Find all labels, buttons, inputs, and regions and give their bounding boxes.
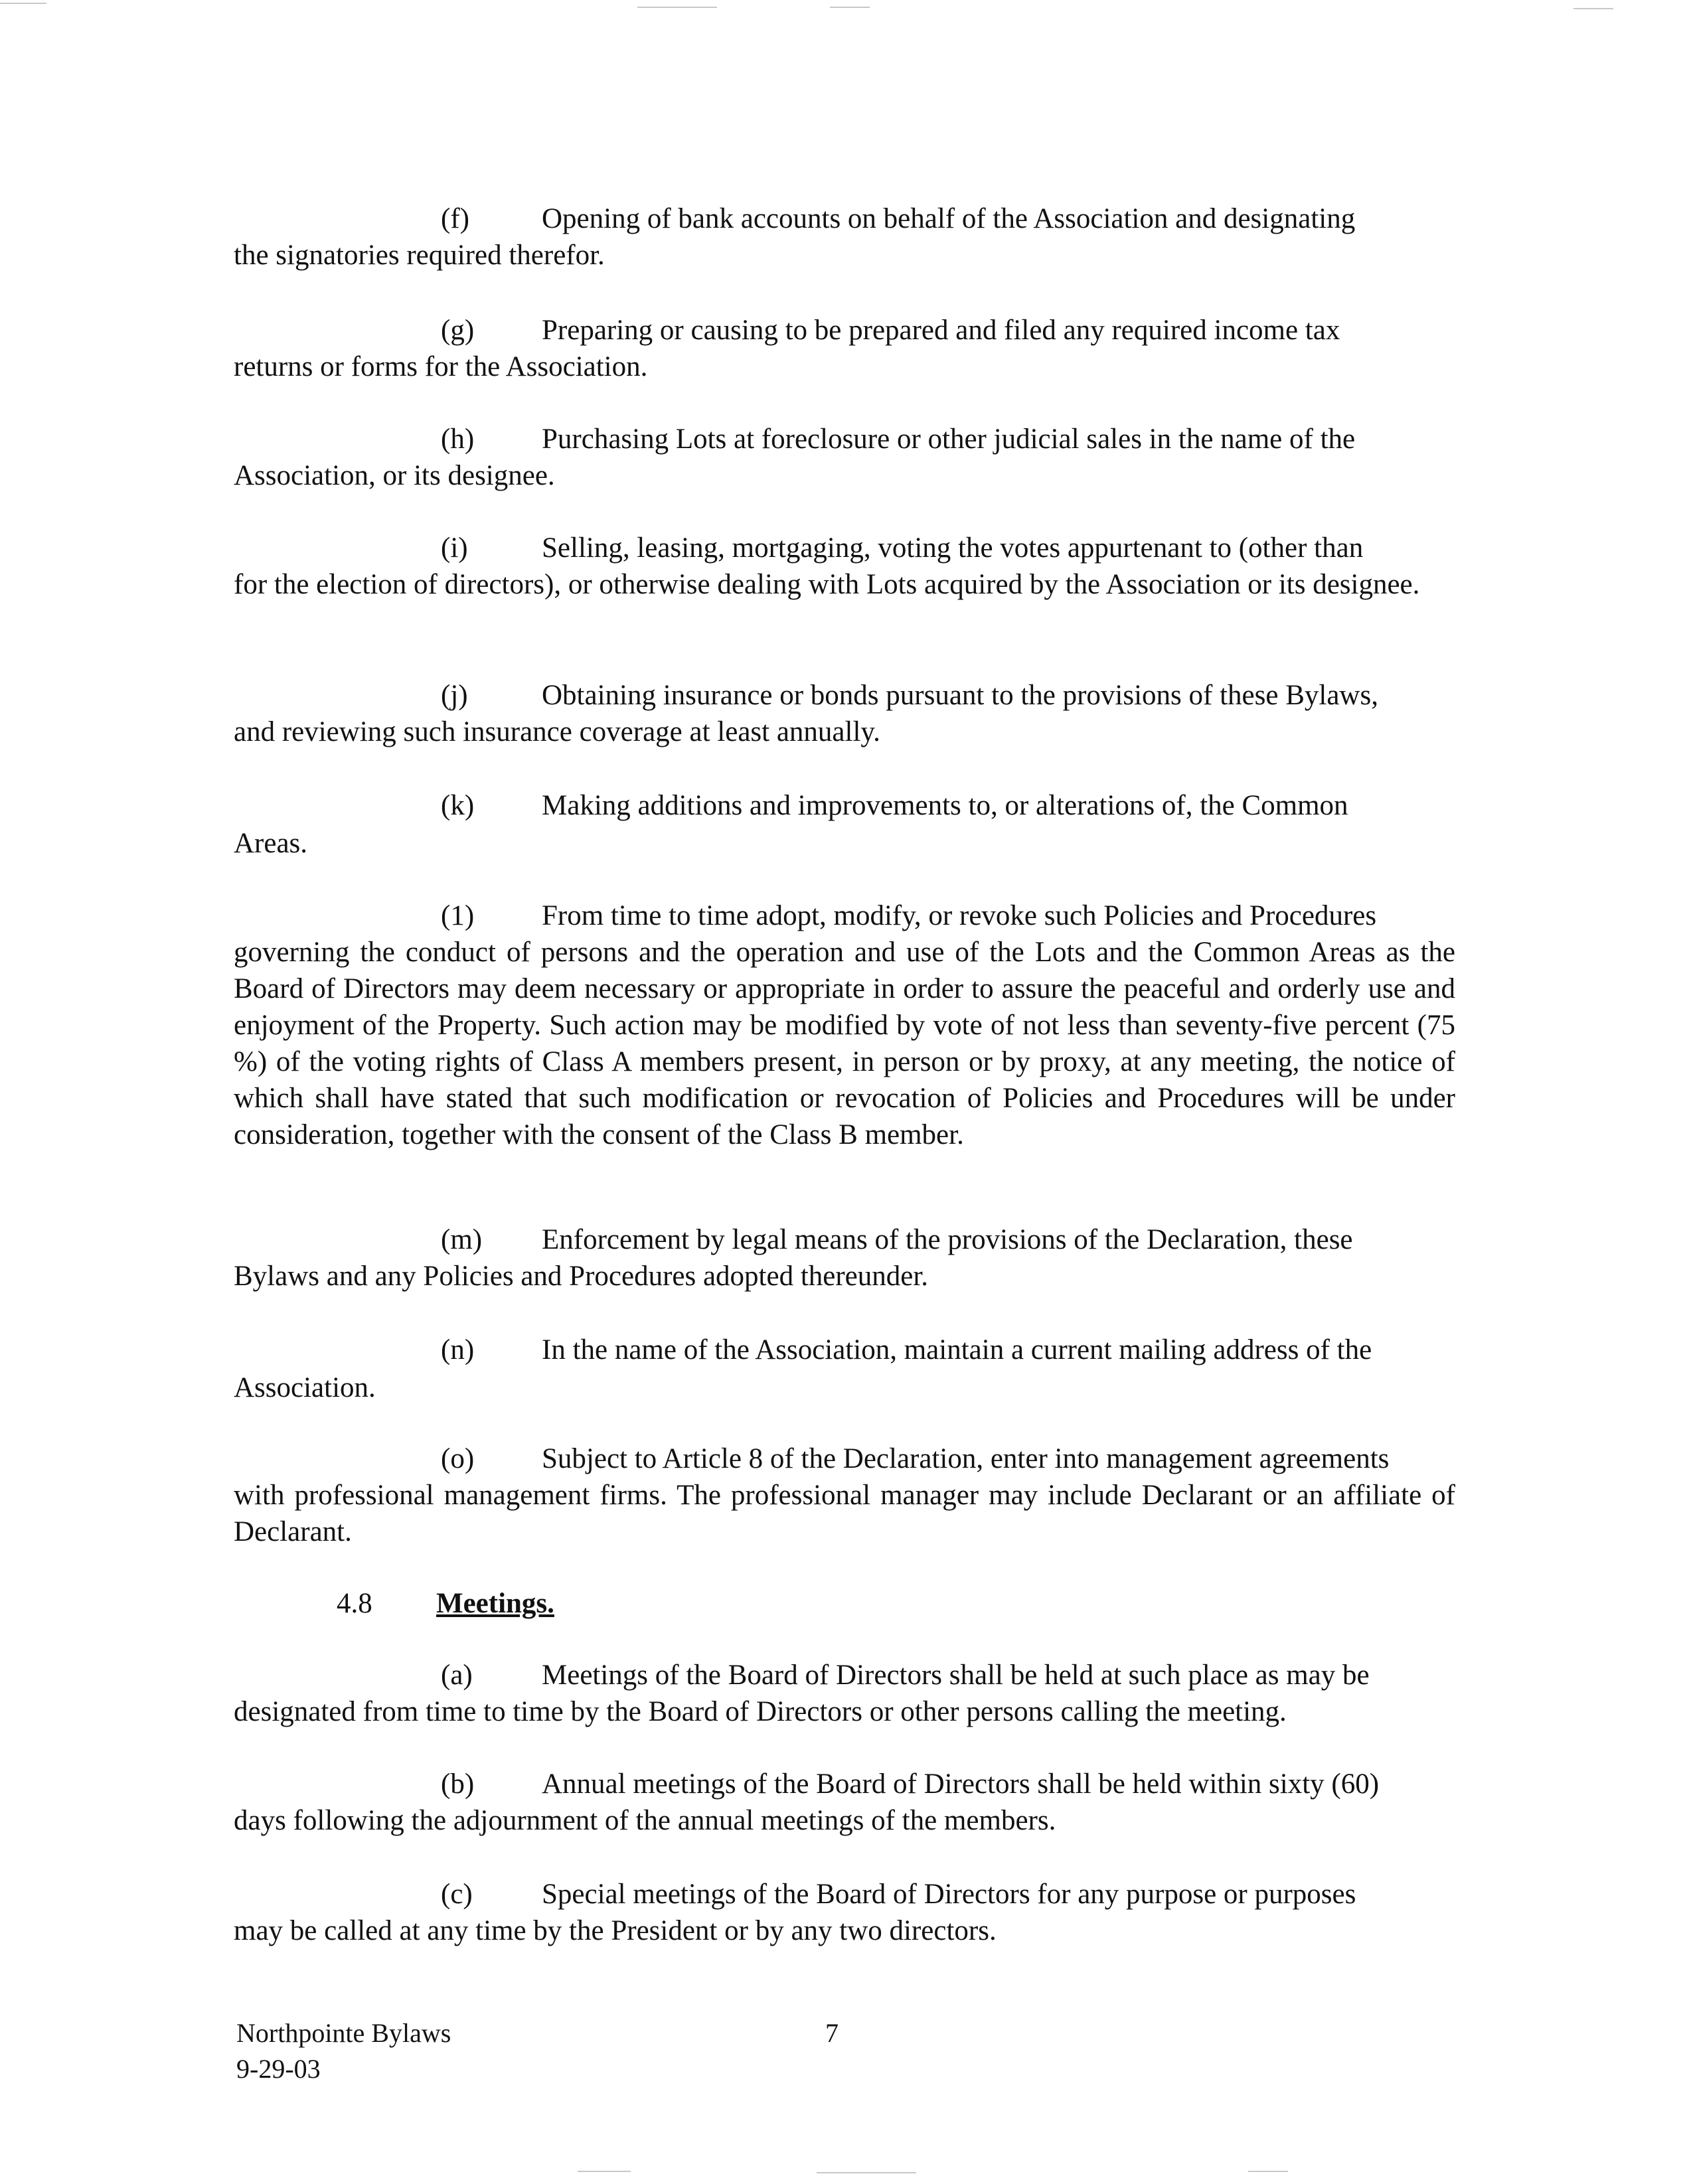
item-text-start: Obtaining insurance or bonds pursuant to the provisions of these Bylaws, [542,680,1378,711]
item-text-start: Subject to Article 8 of the Declaration, enter into management agreements [542,1443,1390,1474]
item-label: (i) [441,532,468,564]
item-text-continued: Bylaws and any Policies and Procedures adopted thereunder. [234,1261,929,1292]
item-text-start: From time to time adopt, modify, or revoke such Policies and Procedures [542,900,1377,931]
item-text-continued: Association. [234,1372,376,1403]
scan-mark-bottom-1 [578,2171,631,2172]
item-label: (o) [441,1443,475,1474]
paragraph-l [234,897,1455,1153]
scan-mark-top-3 [830,7,870,8]
paragraph-g [234,312,1455,385]
paragraph-o [234,1441,1455,1550]
item-label: (f) [441,203,469,234]
paragraph-k [234,787,1455,862]
scan-mark-bottom-3 [1248,2171,1288,2172]
item-label: (g) [441,315,475,346]
item-text-start: Preparing or causing to be prepared and filed any required income tax [542,315,1340,346]
scan-mark-top-2 [637,7,717,8]
paragraph-first-line [234,1221,1455,1258]
item-text-start: Selling, leasing, mortgaging, voting the votes appurtenant to (other than [542,532,1364,564]
item-text-start: Making additions and improvements to, or alterations of, the Common [542,790,1348,821]
item-text-start: Enforcement by legal means of the provisions of the Declaration, these [542,1224,1353,1255]
paragraph-i [234,530,1455,603]
paragraph-h [234,421,1455,494]
paragraph-first-line [234,1332,1455,1368]
item-text-continued: with professional management firms. The professional manager may include Declarant or an affiliate of Declarant. [234,1480,1455,1547]
paragraph-first-line [234,200,1455,237]
item-text-continued: returns or forms for the Association. [234,351,648,382]
item-label: (m) [441,1224,483,1255]
item-label: (1) [441,900,475,931]
item-label: (j) [441,680,468,711]
item-text-start: Annual meetings of the Board of Directors shall be held within sixty (60) [542,1768,1380,1800]
item-text-continued: and reviewing such insurance coverage at least annually. [234,716,880,747]
paragraph-first-line [234,1766,1455,1802]
item-label: (k) [441,790,475,821]
item-text-continued: governing the conduct of persons and the operation and use of the Lots and the Common Areas as the Board of Directors may deem necessary or appropriate in order to assure the peaceful and orderly use and enjoyment of the Property. Such action may be modified by vote of not less than seventy-five percent (75 %) of the voting rights of Class A members present, in person or by proxy, at any meeting, the notice of which shall have stated that such modification or revocation of Policies and Procedures will be under consideration, together with the consent of the Class B member. [234,937,1455,1150]
item-text-start: Opening of bank accounts on behalf of the Association and designating [542,203,1356,234]
meetings-paragraph-c [234,1876,1455,1949]
item-text-continued: the signatories required therefor. [234,240,605,271]
meetings-paragraph-b [234,1766,1455,1839]
footer-date: 9-29-03 [236,2054,321,2084]
item-text-continued: designated from time to time by the Board of Directors or other persons calling the meeting. [234,1696,1287,1727]
paragraph-first-line [234,1441,1455,1477]
item-text-start: Purchasing Lots at foreclosure or other judicial sales in the name of the [542,424,1356,455]
item-label: (a) [441,1660,473,1691]
item-text-continued: Association, or its designee. [234,460,555,491]
scan-mark-top-4 [1573,8,1613,9]
paragraph-first-line [234,312,1455,349]
item-text-continued: Areas. [234,828,308,859]
section-number: 4.8 [337,1588,372,1619]
paragraph-j [234,677,1455,750]
item-text-continued: for the election of directors), or otherwise dealing with Lots acquired by the Association or its designee. [234,569,1420,600]
scan-mark-top-1 [0,3,46,4]
scan-mark-bottom-2 [817,2172,916,2173]
paragraph-first-line [234,677,1455,714]
meetings-paragraph-a [234,1657,1455,1730]
paragraph-first-line [234,1876,1455,1912]
item-text-start: In the name of the Association, maintain a current mailing address of the [542,1334,1372,1365]
item-text-start: Meetings of the Board of Directors shall be held at such place as may be [542,1660,1370,1691]
footer-document-name: Northpointe Bylaws [236,2018,451,2048]
page-number: 7 [825,2018,839,2048]
item-text-continued: days following the adjournment of the annual meetings of the members. [234,1805,1056,1836]
paragraph-f [234,200,1455,273]
footer-document-info [236,2015,451,2087]
paragraph-n [234,1332,1455,1406]
paragraph-m [234,1221,1455,1294]
item-label: (c) [441,1879,473,1910]
paragraph-first-line [234,421,1455,457]
paragraph-first-line [234,787,1455,824]
section-title: Meetings. [436,1588,554,1619]
item-text-start: Special meetings of the Board of Directors for any purpose or purposes [542,1879,1356,1910]
item-label: (b) [441,1768,475,1800]
item-text-continued: may be called at any time by the President or by any two directors. [234,1915,997,1946]
paragraph-first-line [234,1657,1455,1693]
paragraph-first-line [234,897,1455,934]
section-heading [337,1585,554,1622]
paragraph-first-line [234,530,1455,566]
item-label: (h) [441,424,475,455]
item-label: (n) [441,1334,475,1365]
